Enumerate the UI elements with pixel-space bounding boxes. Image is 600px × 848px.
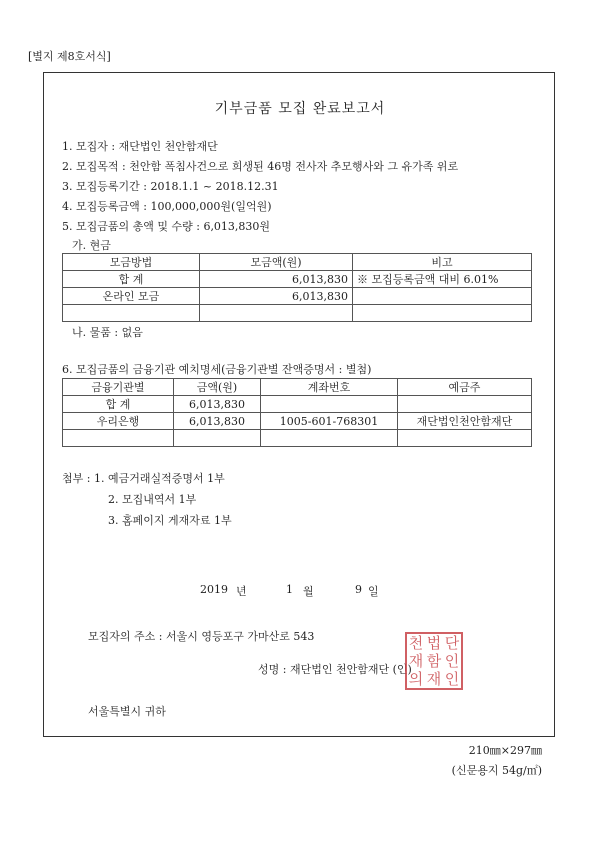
table-cell <box>398 396 532 413</box>
table-cell: 6,013,830 <box>200 288 353 305</box>
goods-label: 나. 물품 : 없음 <box>72 326 143 339</box>
table-header: 비고 <box>353 254 532 271</box>
item-registered-amount: 4. 모집등록금액 : 100,000,000원(일억원) <box>62 200 272 213</box>
date-month: 1 <box>286 583 293 596</box>
table-cell: 합 계 <box>63 271 200 288</box>
table-row <box>63 379 532 396</box>
official-seal-stamp <box>405 632 463 690</box>
table-cell <box>261 396 398 413</box>
table-cell: 6,013,830 <box>174 396 261 413</box>
table-row <box>63 288 532 305</box>
seal-char: 인 <box>444 669 460 688</box>
attachment-3: 3. 홈페이지 게재자료 1부 <box>108 514 232 527</box>
seal-char: 법 <box>426 633 442 652</box>
table-cell <box>63 430 174 447</box>
table-cell: ※ 모집등록금액 대비 6.01% <box>353 271 532 288</box>
bank-table <box>62 378 532 447</box>
seal-char: 재 <box>426 669 442 688</box>
table-header: 예금주 <box>398 379 532 396</box>
table-row <box>63 271 532 288</box>
table-header: 모금방법 <box>63 254 200 271</box>
table-cell: 1005-601-768301 <box>261 413 398 430</box>
seal-char: 단 <box>444 633 460 652</box>
table-cell: 우리은행 <box>63 413 174 430</box>
table-cell <box>63 305 200 322</box>
organizer-address: 모집자의 주소 : 서울시 영등포구 가마산로 543 <box>88 630 315 643</box>
table-row <box>63 254 532 271</box>
seal-char: 재 <box>408 651 424 670</box>
attachment-2: 2. 모집내역서 1부 <box>108 493 197 506</box>
seal-char: 의 <box>408 669 424 688</box>
document-title: 기부금품 모집 완료보고서 <box>214 101 386 117</box>
table-cell <box>353 288 532 305</box>
table-header: 계좌번호 <box>261 379 398 396</box>
table-cell <box>353 305 532 322</box>
table-row <box>63 413 532 430</box>
paper-size: 210㎜×297㎜ <box>468 744 542 757</box>
table-cell: 합 계 <box>63 396 174 413</box>
item-purpose: 2. 모집목적 : 천안함 폭침사건으로 희생된 46명 전사자 추모행사와 그 유가족 위로 <box>62 160 459 173</box>
seal-char: 천 <box>408 633 424 652</box>
table-header: 모금액(원) <box>200 254 353 271</box>
seal-char: 함 <box>426 651 442 670</box>
date-month-unit: 월 <box>303 585 314 598</box>
table-cell <box>174 430 261 447</box>
item-period: 3. 모집등록기간 : 2018.1.1 ~ 2018.12.31 <box>62 180 279 193</box>
table-cell: 재단법인천안함재단 <box>398 413 532 430</box>
bank-heading: 6. 모집금품의 금융기관 예치명세(금융기관별 잔액증명서 : 별첨) <box>62 363 372 376</box>
table-row <box>63 396 532 413</box>
date-day: 9 <box>355 583 362 596</box>
date-year: 2019 <box>200 583 228 596</box>
table-cell <box>261 430 398 447</box>
date-year-unit: 년 <box>236 585 247 598</box>
attachment-1: 첨부 : 1. 예금거래실적증명서 1부 <box>62 472 225 485</box>
date-day-unit: 일 <box>368 585 379 598</box>
table-header: 금액(원) <box>174 379 261 396</box>
table-cell: 6,013,830 <box>174 413 261 430</box>
table-row <box>63 430 532 447</box>
cash-table <box>62 253 532 322</box>
table-cell <box>200 305 353 322</box>
paper-type: (신문용지 54g/㎡) <box>451 764 542 777</box>
organizer-signature: 성명 : 재단법인 천안함재단 (인) <box>258 663 412 676</box>
seal-char: 인 <box>444 651 460 670</box>
table-row <box>63 305 532 322</box>
item-organizer: 1. 모집자 : 재단법인 천안함재단 <box>62 140 218 153</box>
recipient: 서울특별시 귀하 <box>88 705 166 718</box>
table-cell: 6,013,830 <box>200 271 353 288</box>
table-cell <box>398 430 532 447</box>
table-cell: 온라인 모금 <box>63 288 200 305</box>
item-total-amount: 5. 모집금품의 총액 및 수량 : 6,013,830원 <box>62 220 271 233</box>
table-header: 금융기관별 <box>63 379 174 396</box>
cash-label: 가. 현금 <box>72 239 111 252</box>
form-number-label: [별지 제8호서식] <box>28 50 111 63</box>
